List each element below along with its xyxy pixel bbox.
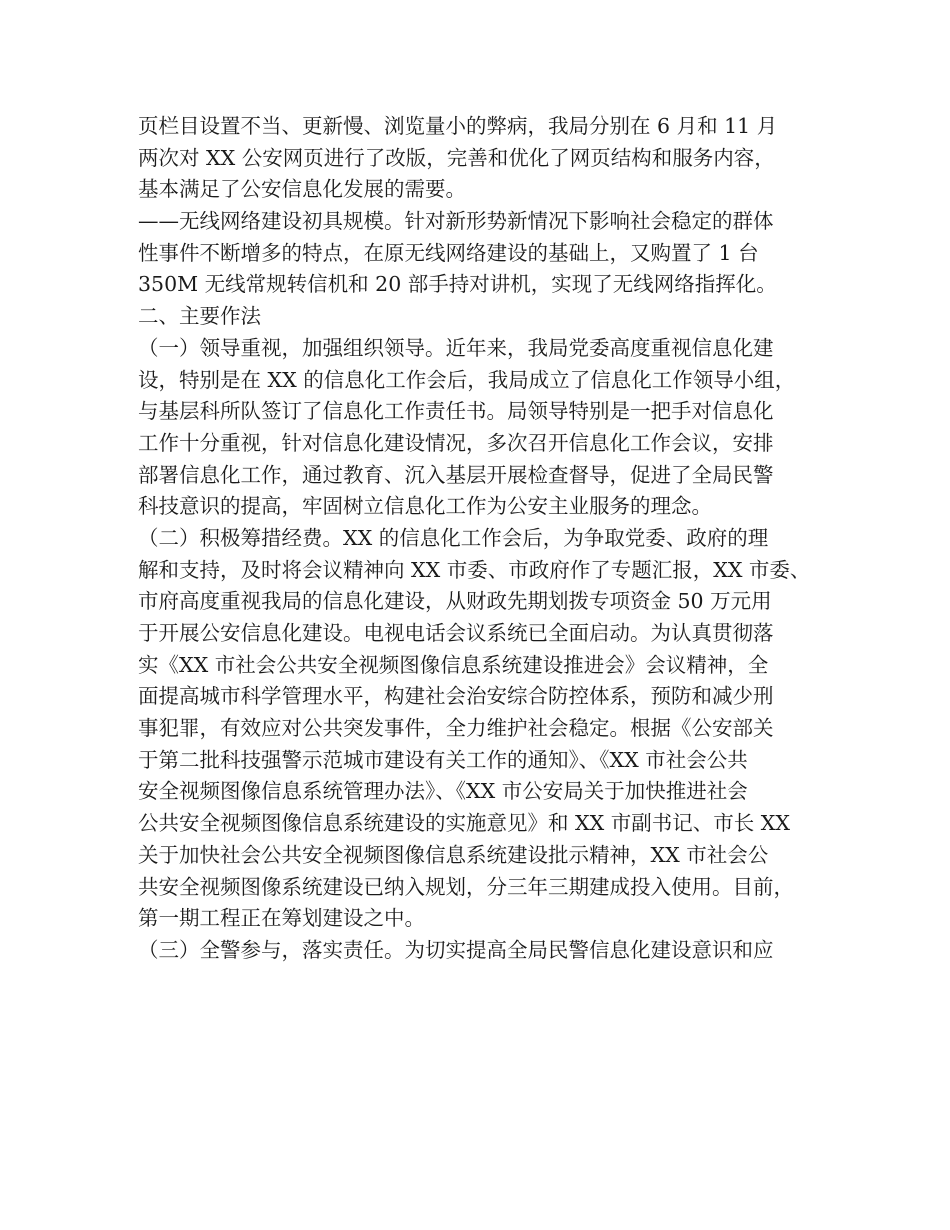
document-paragraph [138, 523, 828, 935]
text-line: （一）领导重视，加强组织领导。近年来，我局党委高度重视信息化建 [138, 335, 774, 360]
document-paragraph [138, 333, 828, 523]
text-line: 于第二批科技强警示范城市建设有关工作的通知》、《XX 市社会公共 [138, 747, 748, 772]
text-line: 第一期工程正在筹划建设之中。 [138, 906, 425, 931]
text-line: 二、主要作法 [138, 304, 261, 329]
text-line: 性事件不断增多的特点，在原无线网络建设的基础上，又购置了 1 台 [138, 240, 759, 265]
text-line: （二）积极筹措经费。XX 的信息化工作会后，为争取党委、政府的理 [138, 525, 769, 550]
document-paragraph [138, 206, 828, 301]
text-line: 关于加快社会公共安全视频图像信息系统建设批示精神，XX 市社会公 [138, 842, 769, 867]
document-paragraph [138, 301, 828, 333]
text-line: 实《XX 市社会公共安全视频图像信息系统建设推进会》会议精神，全 [138, 652, 769, 677]
text-line: 设，特别是在 XX 的信息化工作会后，我局成立了信息化工作领导小组， [138, 367, 796, 392]
text-line: 基本满足了公安信息化发展的需要。 [138, 177, 466, 202]
document-body [138, 111, 828, 967]
text-line: 工作十分重视，针对信息化建设情况，多次召开信息化工作会议，安排 [138, 430, 774, 455]
document-paragraph [138, 111, 828, 206]
text-line: 解和支持，及时将会议精神向 XX 市委、市政府作了专题汇报，XX 市委、 [138, 557, 811, 582]
text-line: 科技意识的提高，牢固树立信息化工作为公安主业服务的理念。 [138, 494, 712, 519]
text-line: （三）全警参与，落实责任。为切实提高全局民警信息化建设意识和应 [138, 937, 774, 962]
text-line: 与基层科所队签订了信息化工作责任书。局领导特别是一把手对信息化 [138, 399, 774, 424]
text-line: 市府高度重视我局的信息化建设，从财政先期划拨专项资金 50 万元用 [138, 589, 772, 614]
text-line: 两次对 XX 公安网页进行了改版，完善和优化了网页结构和服务内容， [138, 145, 775, 170]
text-line: 共安全视频图像系统建设已纳入规划，分三年三期建成投入使用。目前， [138, 874, 794, 899]
text-line: 安全视频图像信息系统管理办法》、《XX 市公安局关于加快推进社会 [138, 779, 748, 804]
text-line: 部署信息化工作，通过教育、沉入基层开展检查督导，促进了全局民警 [138, 462, 774, 487]
text-line: 事犯罪，有效应对公共突发事件，全力维护社会稳定。根据《公安部关 [138, 716, 774, 741]
text-line: ——无线网络建设初具规模。针对新形势新情况下影响社会稳定的群体 [138, 209, 774, 234]
document-paragraph [138, 935, 828, 967]
text-line: 面提高城市科学管理水平，构建社会治安综合防控体系，预防和减少刑 [138, 684, 774, 709]
text-line: 于开展公安信息化建设。电视电话会议系统已全面启动。为认真贯彻落 [138, 621, 774, 645]
text-line: 页栏目设置不当、更新慢、浏览量小的弊病，我局分别在 6 月和 11 月 [138, 114, 778, 138]
text-line: 公共安全视频图像信息系统建设的实施意见》和 XX 市副书记、市长 XX [138, 811, 790, 836]
text-line: 350M 无线常规转信机和 20 部手持对讲机，实现了无线网络指挥化。 [138, 272, 777, 297]
